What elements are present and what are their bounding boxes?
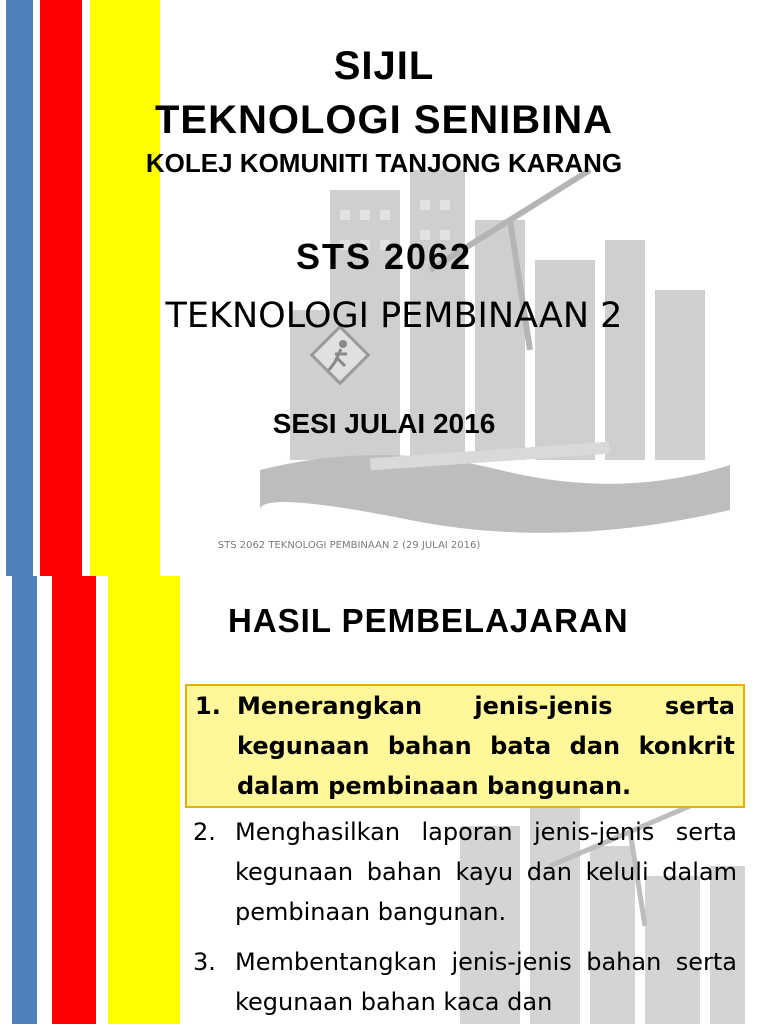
outcomes-list [185, 684, 745, 1022]
list-item [185, 812, 745, 932]
college-name: KOLEJ KOMUNITI TANJONG KARANG [145, 148, 623, 178]
certificate-title: SIJIL [333, 44, 435, 88]
session-label: SESI JULAI 2016 [272, 408, 496, 439]
list-item-text: Menghasilkan laporan jenis-jenis serta kegunaan bahan kayu dan keluli dalam pembinaan bangunan. [235, 818, 737, 926]
program-title: TEKNOLOGI SENIBINA [154, 98, 614, 142]
list-item-text: Menerangkan jenis-jenis serta kegunaan bahan bata dan konkrit dalam pembinaan bangunan. [237, 692, 735, 800]
list-item [185, 684, 745, 808]
stripe-red [52, 576, 96, 1024]
list-item-number: 2. [193, 818, 216, 846]
list-item-number: 1. [195, 692, 221, 720]
course-code: STS 2062 [295, 236, 473, 277]
stripe-yellow [108, 576, 180, 1024]
list-item-number: 3. [193, 948, 216, 976]
learning-outcomes-slide [0, 576, 768, 1024]
list-item-text: Membentangkan jenis-jenis bahan serta kegunaan bahan kaca dan [235, 948, 737, 1016]
stripe-blue [12, 576, 37, 1024]
course-name: TEKNOLOGI PEMBINAAN 2 [165, 296, 623, 336]
slide-footer: STS 2062 TEKNOLOGI PEMBINAAN 2 (29 JULAI 2016) [217, 540, 481, 551]
learning-outcomes-heading: HASIL PEMBELAJARAN [228, 602, 629, 639]
list-item [185, 942, 745, 1022]
